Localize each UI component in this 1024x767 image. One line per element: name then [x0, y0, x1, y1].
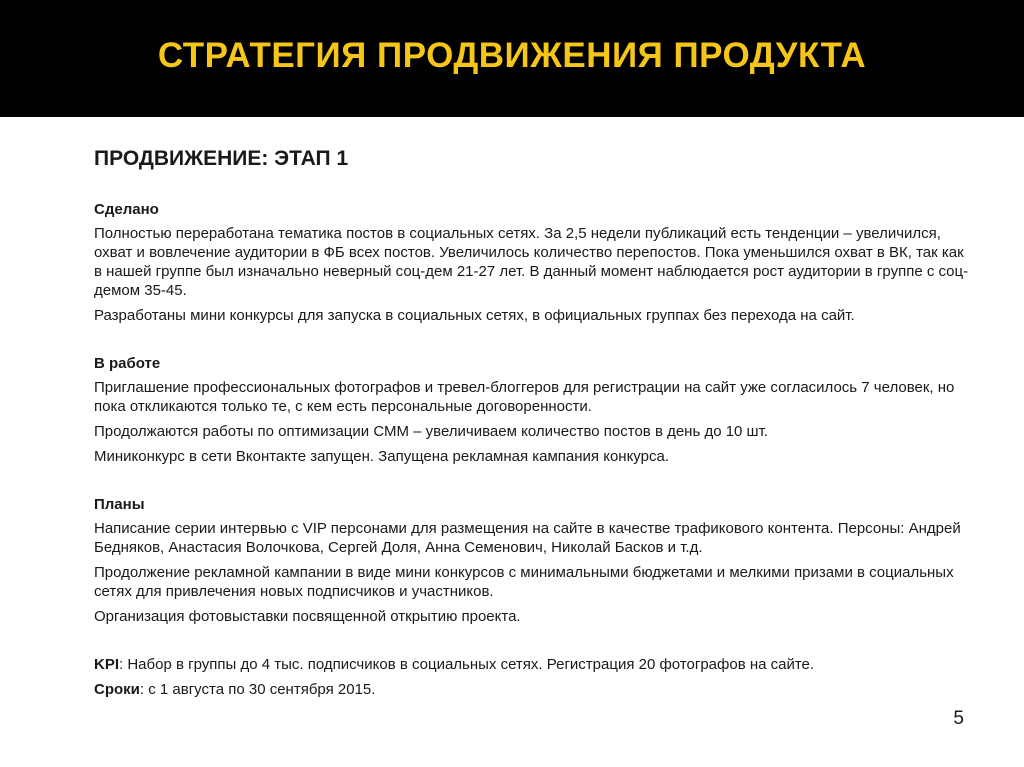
content-area: [94, 146, 974, 705]
kpi-text: : Набор в группы до 4 тыс. подписчиков в социальных сетях. Регистрация 20 фотографов на сайте.: [119, 656, 815, 673]
deadline-line: [94, 680, 974, 699]
stage-subtitle: ПРОДВИЖЕНИЕ: ЭТАП 1: [94, 147, 349, 170]
in-progress-item: Миниконкурс в сети Вконтакте запущен. Запущена рекламная кампания конкурса.: [94, 448, 669, 465]
kpi-label: KPI: [94, 656, 120, 673]
page-number: 5: [953, 708, 964, 729]
in-progress-item: Продолжаются работы по оптимизации СММ – увеличиваем количество постов в день до 10 шт.: [94, 423, 768, 440]
plans-item: Продолжение рекламной кампании в виде мини конкурсов с минимальными бюджетами и мелкими призами в социальных сетях для привлечения новых подписчиков и участников.: [94, 564, 954, 600]
section-plans: [94, 495, 974, 626]
plans-item: Организация фотовыставки посвященной открытию проекта.: [94, 608, 521, 625]
section-done: [94, 200, 974, 325]
plans-item: Написание серии интервью с VIP персонами для размещения на сайте в качестве трафикового контента. Персоны: Андрей Бедняков, Анастасия Волочкова, Сергей Доля, Анна Семенович, Николай Басков и т.д.: [94, 520, 961, 556]
section-plans-heading: Планы: [94, 496, 145, 513]
section-done-heading: Сделано: [94, 201, 159, 218]
done-item: Полностью переработана тематика постов в социальных сетях. За 2,5 недели публикаций есть тенденции – увеличился, охват и вовлечение аудитории в ФБ всех постов. Увеличилось количество перепостов. Пока уменьшился охват в ВК, так как в нашей группе был изначально неверный соц-дем 21-27 лет. В данный момент наблюдается рост аудитории в группе с соц-демом 35-45.: [94, 225, 969, 299]
kpi-line: [94, 655, 974, 674]
deadline-text: : с 1 августа по 30 сентября 2015.: [139, 681, 376, 698]
in-progress-item: Приглашение профессиональных фотографов и тревел-блоггеров для регистрации на сайт уже согласилось 7 человек, но пока откликаются только те, с кем есть персональные договоренности.: [94, 379, 955, 415]
done-item: Разработаны мини конкурсы для запуска в социальных сетях, в официальных группах без перехода на сайт.: [94, 307, 855, 324]
header-bar: [0, 0, 1024, 117]
section-in-progress-heading: В работе: [94, 355, 161, 372]
section-in-progress: [94, 354, 974, 466]
deadline-label: Сроки: [94, 681, 140, 698]
slide-title: СТРАТЕГИЯ ПРОДВИЖЕНИЯ ПРОДУКТА: [157, 36, 867, 75]
